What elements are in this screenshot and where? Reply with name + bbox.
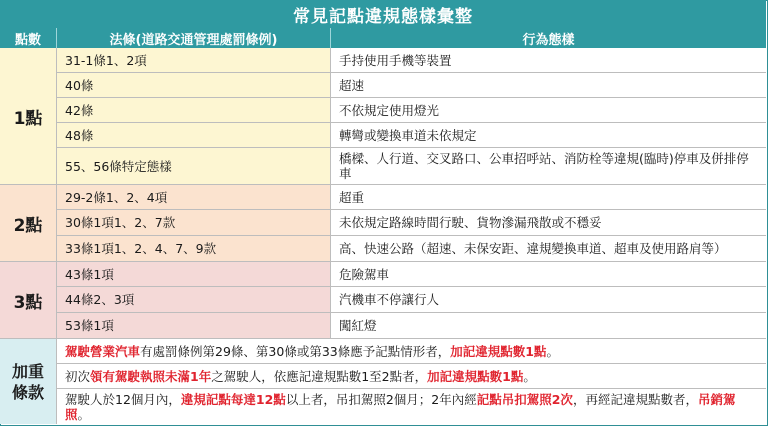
behavior-cell: 轉彎或變換車道未依規定 — [330, 123, 766, 148]
note-highlight: 吊銷駕照 — [65, 391, 736, 422]
note-highlight: 違規記點每達12點 — [180, 391, 286, 407]
note-highlight: 記點吊扣駕照2次 — [476, 391, 573, 407]
note-highlight: 駕駛營業汽車 — [65, 343, 141, 359]
header-behavior: 行為態樣 — [330, 28, 766, 48]
additional-label-line1: 加重 — [11, 361, 44, 381]
additional-label — [0, 339, 56, 424]
law-cell: 55、56條特定態樣 — [56, 148, 330, 185]
header-law: 法條(道路交通管理處罰條例) — [56, 28, 330, 48]
law-cell: 31-1條1、2項 — [56, 48, 330, 73]
behavior-cell: 超重 — [330, 185, 766, 210]
behavior-cell: 闖紅燈 — [330, 313, 766, 339]
behavior-cell: 危險駕車 — [330, 262, 766, 287]
behavior-cell: 高、快速公路（超速、未保安距、違規變換車道、超車及使用路肩等） — [330, 236, 766, 262]
law-cell: 53條1項 — [56, 313, 330, 339]
points-cell-3: 3點 — [0, 262, 56, 339]
law-cell: 33條1項1、2、4、7、9款 — [56, 236, 330, 262]
note-text: 以上者，吊扣駕照2個月；2年內經 — [285, 391, 477, 407]
points-cell-2: 2點 — [0, 185, 56, 262]
note-text: 駕駛人於12個月內， — [65, 391, 181, 407]
behavior-cell: 汽機車不停讓行人 — [330, 287, 766, 313]
behavior-cell: 不依規定使用燈光 — [330, 98, 766, 123]
points-cell-1: 1點 — [0, 48, 56, 185]
note-text: 初次 — [65, 368, 91, 384]
behavior-cell: 超速 — [330, 73, 766, 98]
additional-note-3 — [56, 389, 766, 424]
note-text: 之駕駛人，依應記違規點數1至2點者， — [211, 368, 428, 384]
law-cell: 42條 — [56, 98, 330, 123]
additional-note-1 — [56, 339, 766, 364]
note-text: 。 — [546, 343, 559, 359]
additional-note-2 — [56, 364, 766, 389]
note-highlight: 加記違規點數1點 — [450, 343, 547, 359]
note-text: 。 — [77, 406, 91, 422]
behavior-cell: 手持使用手機等裝置 — [330, 48, 766, 73]
additional-label-line2: 條款 — [11, 382, 44, 402]
note-text: 。 — [523, 368, 536, 384]
note-highlight: 加記違規點數1點 — [427, 368, 524, 384]
note-text: 有處罰條例第29條、第30條或第33條應予記點情形者， — [140, 343, 451, 359]
header-points: 點數 — [0, 28, 56, 48]
law-cell: 48條 — [56, 123, 330, 148]
law-cell: 43條1項 — [56, 262, 330, 287]
law-cell: 30條1項1、2、7款 — [56, 210, 330, 236]
law-cell: 40條 — [56, 73, 330, 98]
behavior-cell: 橋樑、人行道、交叉路口、公車招呼站、消防栓等違規(臨時)停車及併排停車 — [330, 148, 766, 185]
law-cell: 29-2條1、2、4項 — [56, 185, 330, 210]
law-cell: 44條2、3項 — [56, 287, 330, 313]
note-highlight: 領有駕駛執照未滿1年 — [90, 368, 212, 384]
note-text: ，再經記違規點數者， — [572, 391, 698, 407]
page-title: 常見記點違規態樣彙整 — [0, 0, 766, 28]
behavior-cell: 未依規定路線時間行駛、貨物滲漏飛散或不穩妥 — [330, 210, 766, 236]
